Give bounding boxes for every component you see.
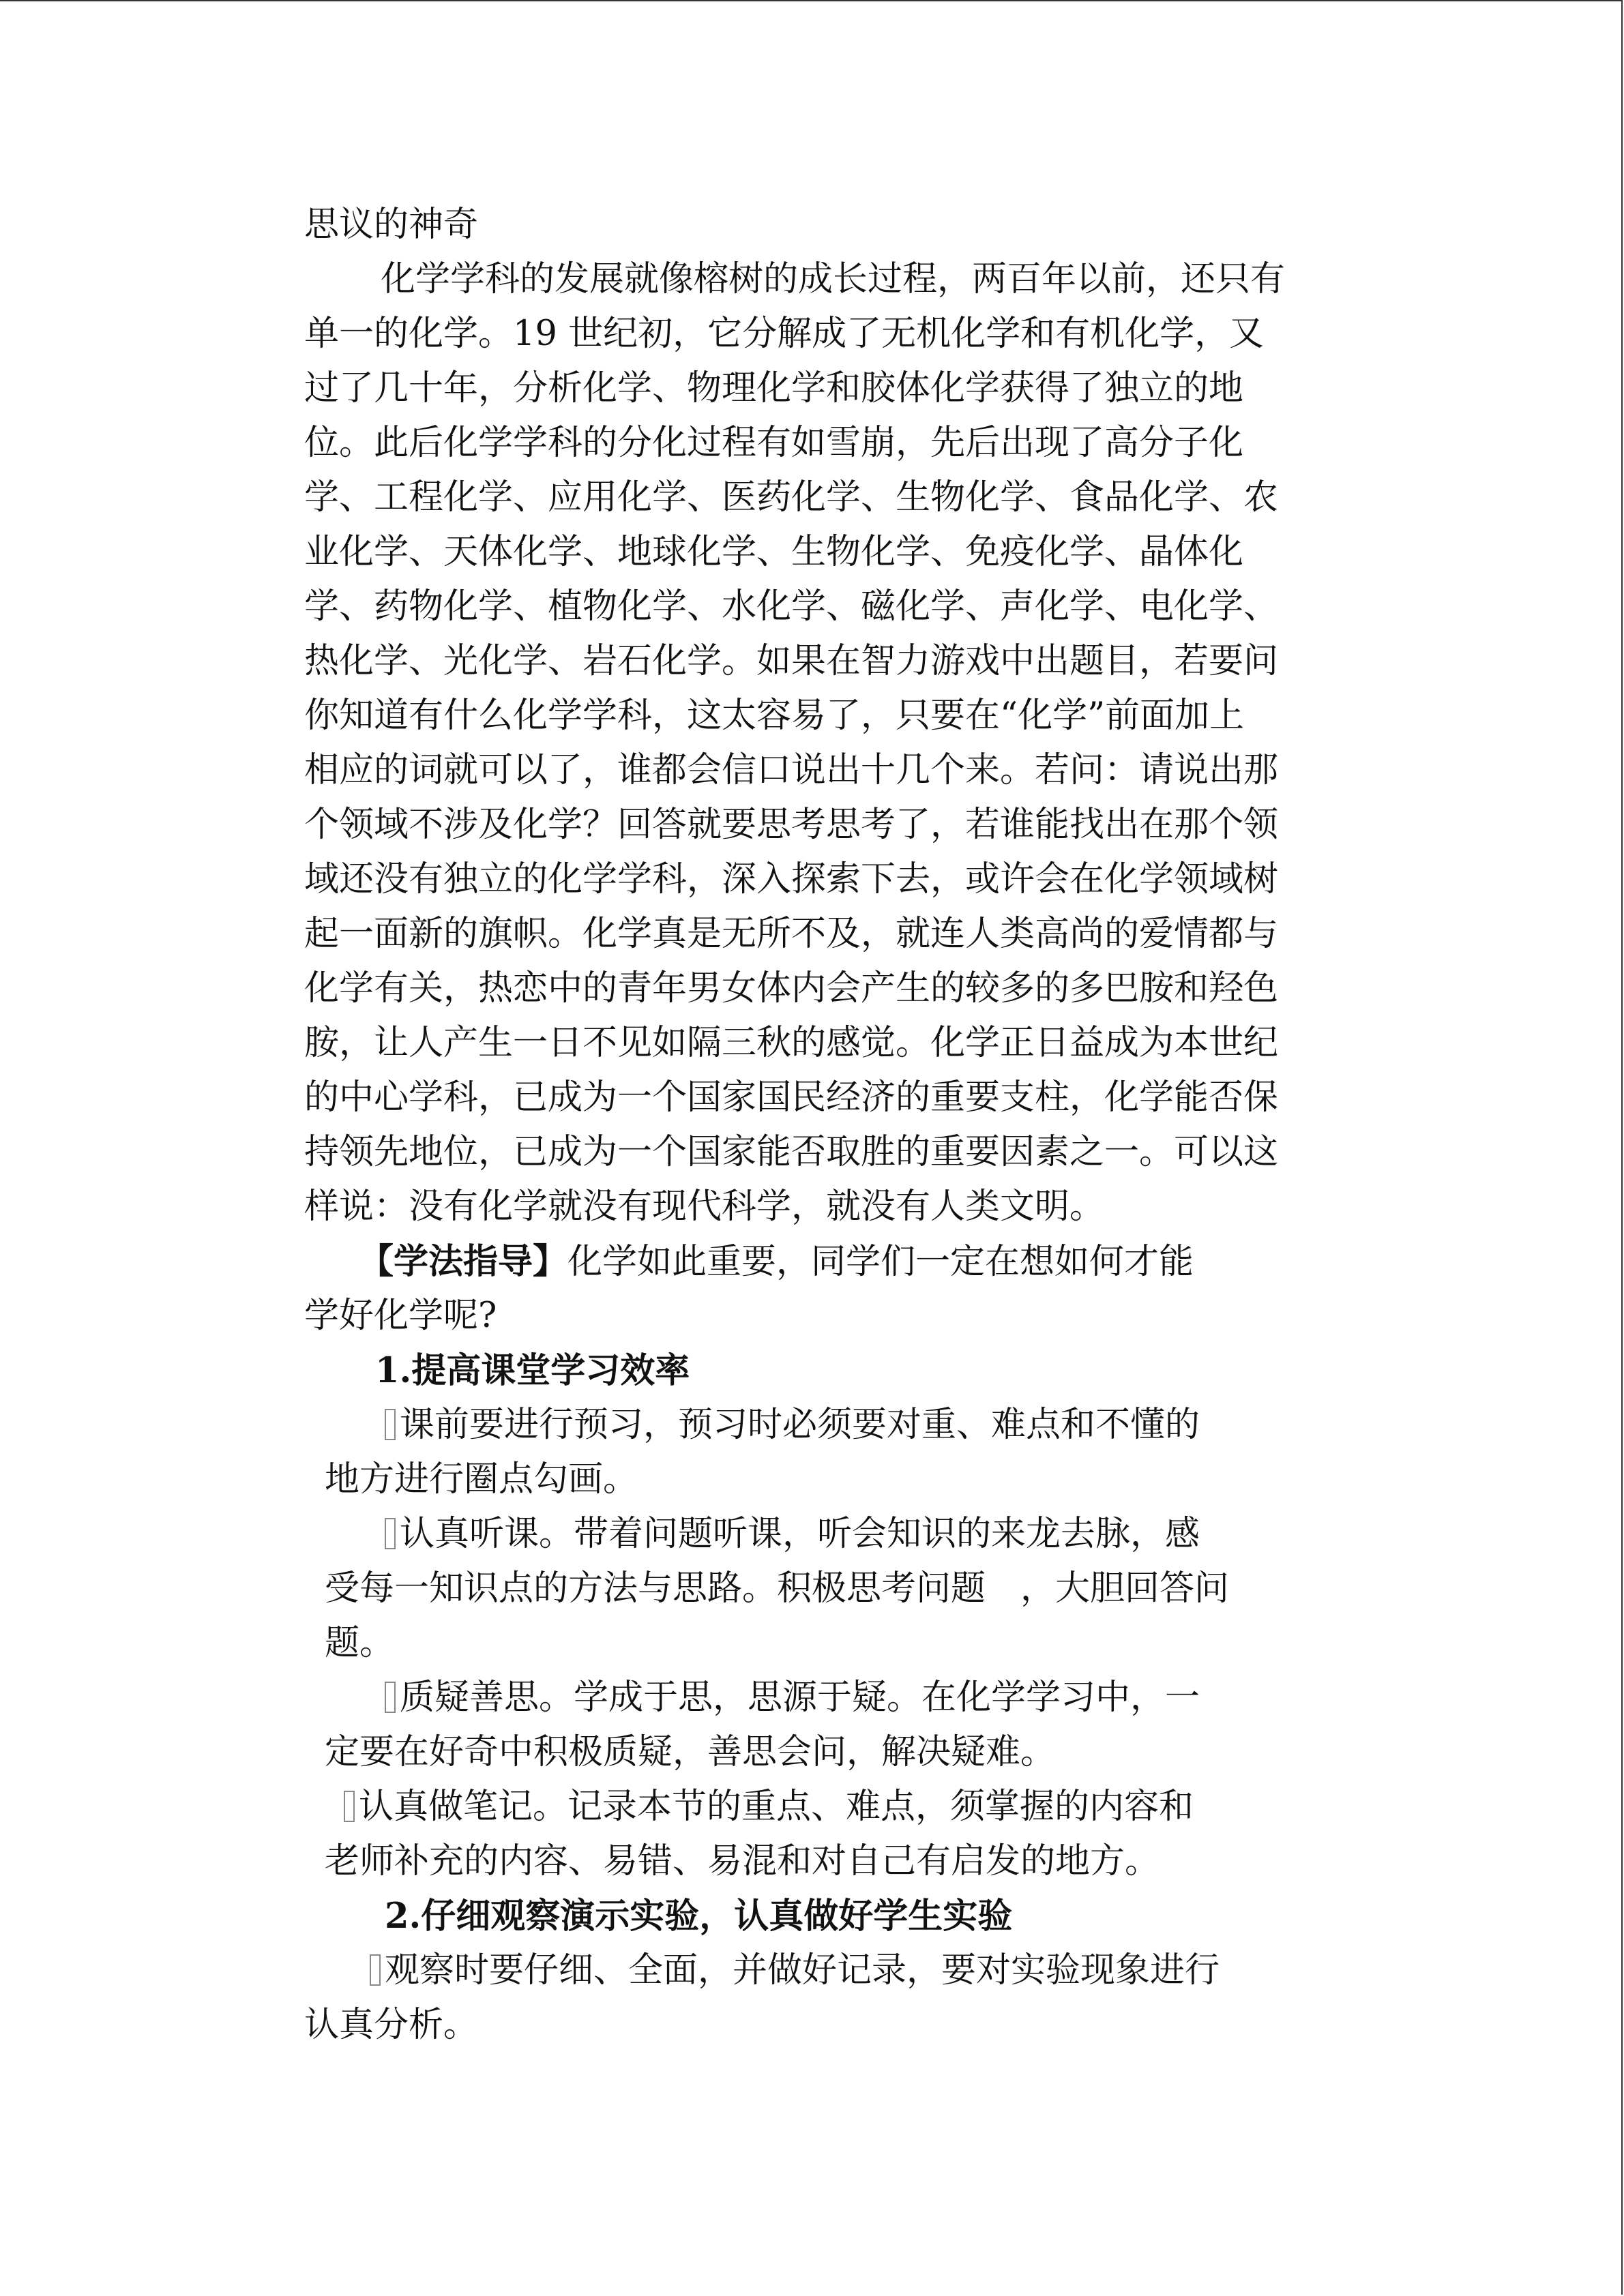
list-item-continuation: 定要在好奇中积极质疑，善思会问，解决疑难。 [325, 1732, 1056, 1772]
study-guide-line [359, 1241, 1194, 1283]
list-item-continuation: 受每一知识点的方法与思路。积极思考问题 ，大胆回答问 [325, 1568, 1230, 1609]
list-item: 认真做笔记。记录本节的重点、难点，须掌握的内容和 [344, 1787, 1194, 1828]
paragraph-line: 样说：没有化学就没有现代科学，就没有人类文明。 [304, 1187, 1105, 1227]
missing-glyph-bullet-icon [385, 1682, 396, 1713]
paragraph-line: 持领先地位，已成为一个国家能否取胜的重要因素之一。可以这 [304, 1132, 1279, 1172]
list-item: 认真听课。带着问题听课，听会知识的来龙去脉，感 [385, 1514, 1200, 1555]
list-item-continuation: 地方进行圈点勾画。 [325, 1459, 638, 1500]
list-item-continuation: 题。 [325, 1623, 395, 1663]
paragraph-line: 位。此后化学学科的分化过程有如雪崩，先后出现了高分子化 [304, 423, 1244, 463]
study-guide-line-2: 学好化学呢? [304, 1296, 497, 1336]
study-guide-text: 化学如此重要，同学们一定在想如何才能 [567, 1242, 1194, 1282]
paragraph-line: 学、药物化学、植物化学、水化学、磁化学、声化学、电化学、 [304, 586, 1279, 627]
paragraph-line: 热化学、光化学、岩石化学。如果在智力游戏中出题目，若要问 [304, 641, 1279, 681]
paragraph-line: 胺，让人产生一日不见如隔三秋的感觉。化学正日益成为本世纪 [304, 1023, 1279, 1063]
missing-glyph-bullet-icon [385, 1409, 396, 1440]
missing-glyph-bullet-icon [385, 1518, 396, 1549]
study-guide-label: 【学法指导】 [359, 1241, 568, 1282]
paragraph-line: 相应的词就可以了，谁都会信口说出十几个来。若问：请说出那 [304, 750, 1279, 790]
list-item: 质疑善思。学成于思，思源于疑。在化学学习中，一 [385, 1678, 1200, 1718]
paragraph-line: 单一的化学。19 世纪初，它分解成了无机化学和有机化学，又 [304, 314, 1265, 354]
section-1-heading: 1.提高课堂学习效率 [375, 1350, 690, 1391]
paragraph-line: 域还没有独立的化学学科，深入探索下去，或许会在化学领域树 [304, 859, 1279, 899]
paragraph-line: 过了几十年，分析化学、物理化学和胶体化学获得了独立的地 [304, 368, 1244, 408]
paragraph-line: 业化学、天体化学、地球化学、生物化学、免疫化学、晶体化 [304, 532, 1244, 572]
intro-tail: 思议的神奇 [304, 205, 479, 245]
paragraph-line: 个领域不涉及化学？回答就要思考思考了，若谁能找出在那个领 [304, 805, 1279, 845]
list-item: 观察时要仔细、全面，并做好记录，要对实验现象进行 [370, 1950, 1220, 1991]
paragraph-line: 你知道有什么化学学科，这太容易了，只要在“化学”前面加上 [304, 696, 1245, 736]
missing-glyph-bullet-icon [344, 1791, 355, 1822]
paragraph-line: 学、工程化学、应用化学、医药化学、生物化学、食品化学、农 [304, 477, 1279, 518]
missing-glyph-bullet-icon [370, 1954, 381, 1986]
paragraph-line: 的中心学科，已成为一个国家国民经济的重要支柱，化学能否保 [304, 1077, 1279, 1118]
list-item-continuation: 认真分析。 [304, 2005, 479, 2045]
list-item-continuation: 老师补充的内容、易错、易混和对自己有启发的地方。 [325, 1841, 1160, 1881]
paragraph-line: 起一面新的旗帜。化学真是无所不及，就连人类高尚的爱情都与 [304, 914, 1279, 954]
paragraph-line: 化学学科的发展就像榕树的成长过程，两百年以前，还只有 [381, 259, 1286, 299]
section-2-heading: 2.仔细观察演示实验，认真做好学生实验 [385, 1896, 1013, 1937]
paragraph-line: 化学有关，热恋中的青年男女体内会产生的较多的多巴胺和羟色 [304, 968, 1279, 1009]
list-item: 课前要进行预习，预习时必须要对重、难点和不懂的 [385, 1405, 1200, 1446]
